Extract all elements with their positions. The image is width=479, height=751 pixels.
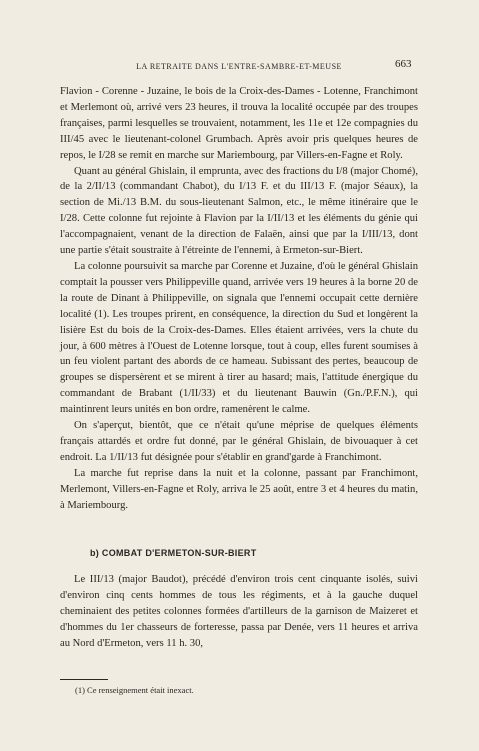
running-header: LA RETRAITE DANS L'ENTRE-SAMBRE-ET-MEUSE <box>136 62 342 71</box>
section-text <box>60 572 418 652</box>
paragraph-6: Le III/13 (major Baudot), précédé d'environ trois cent cinquante isolés, suivi d'environ cinq cents hommes de tous les régiments, et à la gauche duquel cheminaient des petites colonnes formées d'artilleurs de la garnison de Maizeret et d'hommes du 1er chasseurs de forteresse, passa par Denée, vers 11 heures et arriva au Nord d'Ermeton, vers 11 h. 30, <box>60 574 418 649</box>
paragraph-5: La marche fut reprise dans la nuit et la colonne, passant par Franchimont, Merlemont, Villers-en-Fagne et Roly, arriva le 25 août, entre 3 et 4 heures du matin, à Mariembourg. <box>60 467 418 511</box>
footnote-divider <box>60 679 108 680</box>
paragraph-4: On s'aperçut, bientôt, que ce n'était qu'une méprise de quelques éléments français attardés et ordre fut donné, par le général Ghislain, de bivouaquer à cet endroit. La 1/II/13 fut désignée pour s'établir en grand'garde à Franchimont. <box>60 420 418 463</box>
paragraph-1: Flavion - Corenne - Juzaine, le bois de la Croix-des-Dames - Lotenne, Franchimont et Merlemont où, arrivé vers 23 heures, il trouva la localité occupée par des troupes françaises, parmi lesquelles se trouvaient, notamment, les 11e et 12e compagnies du III/45 avec le lieutenant-colonel Grumbach. Après avoir pris quelques heures de repos, le I/28 se remit en marche sur Mariembourg, par Villers-en-Fagne et Roly. <box>60 86 418 161</box>
section-heading: b) COMBAT D'ERMETON-SUR-BIERT <box>90 548 257 558</box>
paragraph-3: La colonne poursuivit sa marche par Corenne et Juzaine, d'où le général Ghislain comptait la pousser vers Philippeville quand, arrivée vers 19 heures à la borne 20 de la route de Dinant à Philippeville, on signala que l'ennemi occupait cette dernière localité (1). Les troupes prirent, en conséquence, la direction du Sud et longèrent la lisière Est du bois de la Croix-des-Dames. Elles étaient arrivées, vers la chute du jour, à 600 mètres à l'Ouest de Lotenne lorsque, tout à coup, elles furent soumises à un feu violent partant des abords de ce hameau. Subissant des pertes, beaucoup de groupes se dispersèrent et se mirent à tirer au hasard; mais, l'attitude énergique du commandant de Brabant (1/II/33) et du lieutenant Bauwin (Gn./P.F.N.), qui maintinrent leurs unités en bon ordre, ramenèrent le calme. <box>60 260 418 416</box>
main-text <box>60 84 418 513</box>
paragraph-2: Quant au général Ghislain, il emprunta, avec des fractions du I/8 (major Chomé), de la 2/II/13 (commandant Chabot), du I/13 F. et du III/13 F. (major Séaux), la section de Mi./13 B.M. du sous-lieutenant Salmon, etc., le même itinéraire que le I/28. Cette colonne fut rejointe à Flavion par la I/II/13 et les éléments du génie qui l'accompagnaient, venant de la direction de Falaën, ainsi que par la I/III/13, dont une partie s'était soustraite à l'étreinte de l'ennemi, à Ermeton-sur-Biert. <box>60 165 418 257</box>
footnote: (1) Ce renseignement était inexact. <box>75 685 194 695</box>
page-number: 663 <box>395 58 412 70</box>
